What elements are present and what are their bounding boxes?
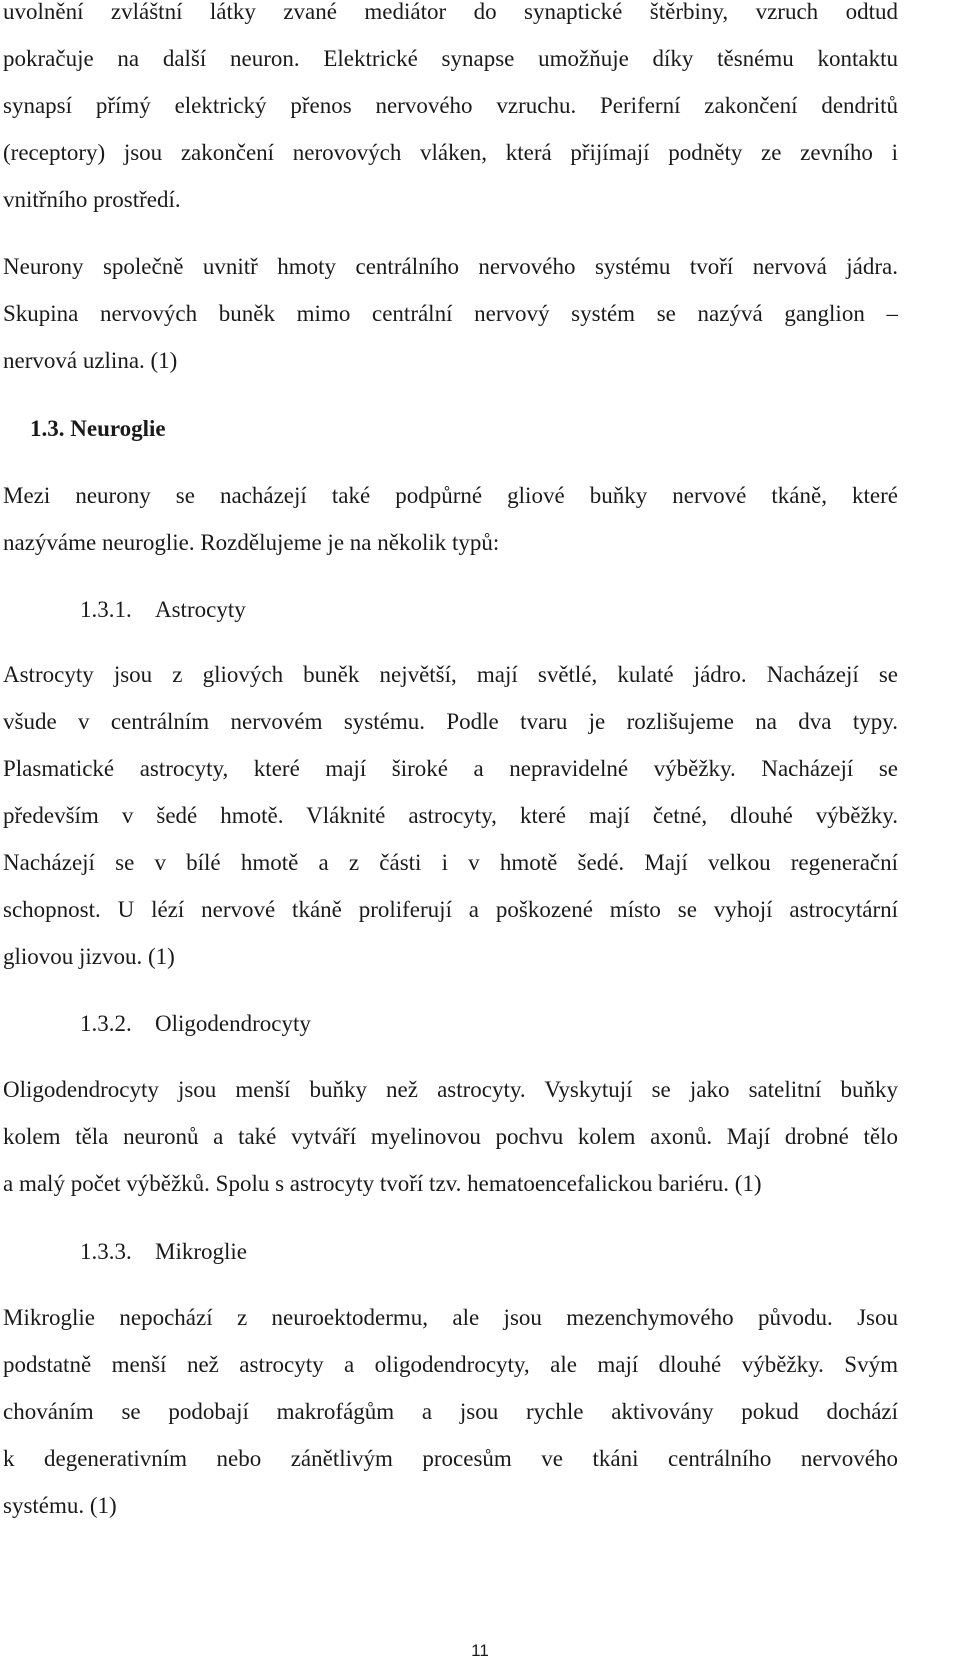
- subsection-title: Mikroglie: [155, 1239, 247, 1264]
- section-heading-neuroglie: 1.3. Neuroglie: [30, 416, 166, 441]
- text-line: Mezi neurony se nacházejí také podpůrné gliové buňky nervové tkáně, které: [3, 483, 898, 508]
- text-line: podstatně menší než astrocyty a oligodendrocyty, ale mají dlouhé výběžky. Svým: [3, 1352, 898, 1377]
- subsection-title: Oligodendrocyty: [155, 1011, 311, 1036]
- text-line: nazýváme neuroglie. Rozdělujeme je na několik typů:: [3, 530, 500, 555]
- text-line: Astrocyty jsou z gliových buněk největší, mají světlé, kulaté jádro. Nacházejí se: [3, 662, 898, 687]
- text-line: především v šedé hmotě. Vláknité astrocyty, které mají četné, dlouhé výběžky.: [3, 803, 898, 828]
- text-line: (receptory) jsou zakončení nerovových vláken, která přijímají podněty ze zevního i: [3, 140, 898, 165]
- text-line: Oligodendrocyty jsou menší buňky než astrocyty. Vyskytují se jako satelitní buňky: [3, 1077, 898, 1102]
- text-line: Skupina nervových buněk mimo centrální nervový systém se nazývá ganglion –: [3, 301, 898, 326]
- text-line: pokračuje na další neuron. Elektrické synapse umožňuje díky těsnému kontaktu: [3, 46, 898, 71]
- subsection-number: 1.3.1.: [80, 597, 132, 622]
- text-line: všude v centrálním nervovém systému. Podle tvaru je rozlišujeme na dva typy.: [3, 709, 898, 734]
- text-line: synapsí přímý elektrický přenos nervového vzruchu. Periferní zakončení dendritů: [3, 93, 898, 118]
- subsection-heading-oligodendrocyty: [80, 1000, 311, 1047]
- text-line: gliovou jizvou. (1): [3, 944, 175, 969]
- page-number: 11: [471, 1641, 489, 1660]
- text-line: kolem těla neuronů a také vytváří myelinovou pochvu kolem axonů. Mají drobné tělo: [3, 1124, 898, 1149]
- text-line: Neurony společně uvnitř hmoty centrálního nervového systému tvoří nervová jádra.: [3, 254, 898, 279]
- text-line: a malý počet výběžků. Spolu s astrocyty tvoří tzv. hematoencefalickou bariéru. (1): [3, 1171, 762, 1196]
- text-line: uvolnění zvláštní látky zvané mediátor do synaptické štěrbiny, vzruch odtud: [3, 0, 898, 24]
- text-line: schopnost. U lézí nervové tkáně proliferují a poškozené místo se vyhojí astrocytární: [3, 897, 898, 922]
- text-line: nervová uzlina. (1): [3, 348, 178, 373]
- text-line: Plasmatické astrocyty, které mají široké a nepravidelné výběžky. Nacházejí se: [3, 756, 898, 781]
- subsection-heading-astrocyty: [80, 586, 246, 633]
- subsection-number: 1.3.2.: [80, 1011, 132, 1036]
- subsection-title: Astrocyty: [155, 597, 246, 622]
- text-line: Nacházejí se v bílé hmotě a z části i v hmotě šedé. Mají velkou regenerační: [3, 850, 898, 875]
- text-line: chováním se podobají makrofágům a jsou rychle aktivovány pokud dochází: [3, 1399, 898, 1424]
- text-line: systému. (1): [3, 1493, 117, 1518]
- subsection-heading-mikroglie: [80, 1228, 247, 1275]
- text-line: k degenerativním nebo zánětlivým procesům ve tkáni centrálního nervového: [3, 1446, 898, 1471]
- text-line: Mikroglie nepochází z neuroektodermu, ale jsou mezenchymového původu. Jsou: [3, 1305, 898, 1330]
- text-line: vnitřního prostředí.: [3, 187, 181, 212]
- subsection-number: 1.3.3.: [80, 1239, 132, 1264]
